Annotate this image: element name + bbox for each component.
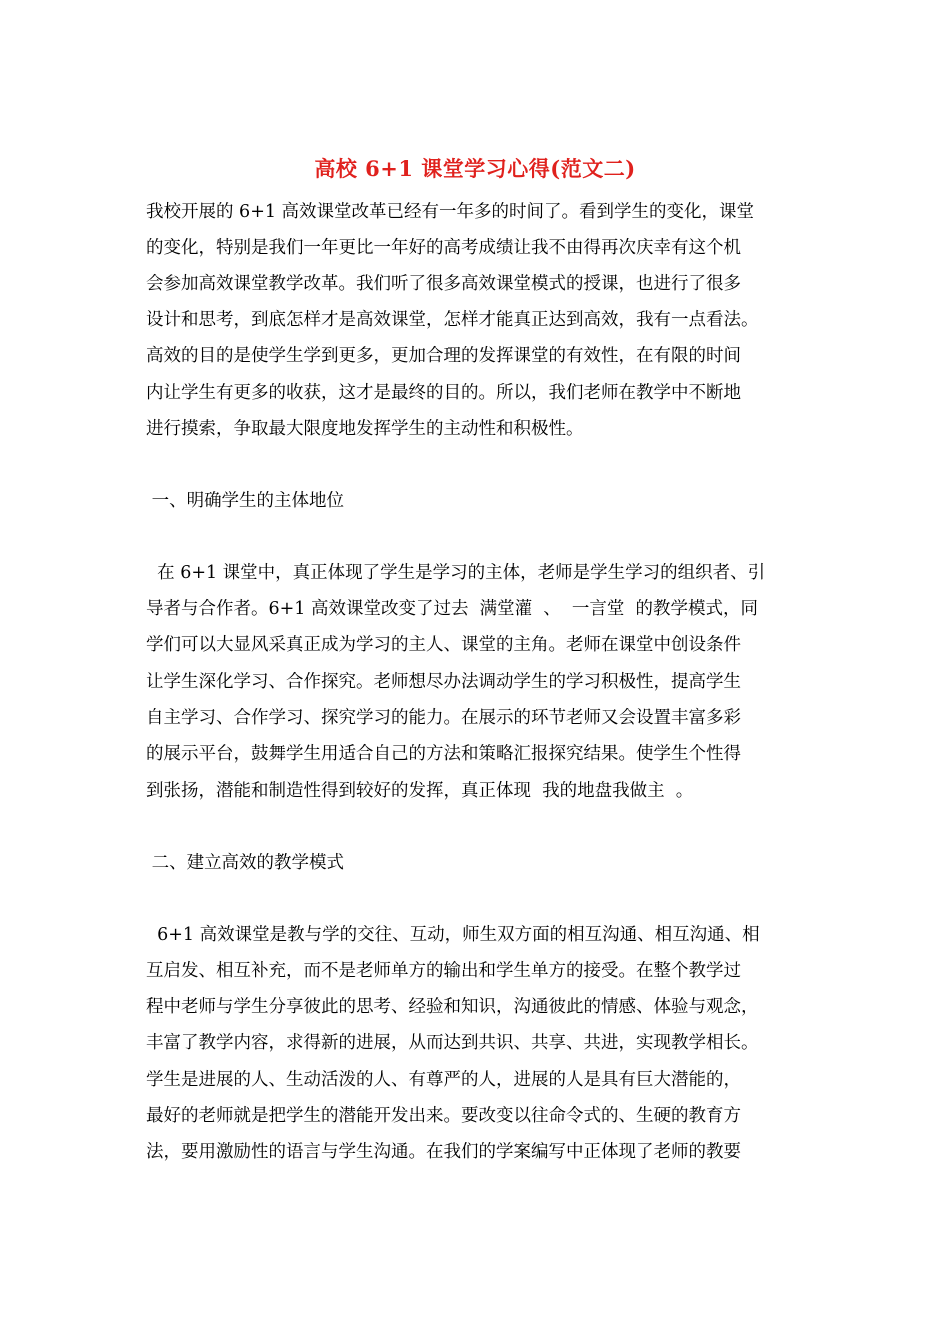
body-line: 会参加高效课堂教学改革。我们听了很多高效课堂模式的授课，也进行了很多 xyxy=(146,274,741,294)
body-line: 的变化，特别是我们一年更比一年好的高考成绩让我不由得再次庆幸有这个机 xyxy=(146,238,741,258)
body-line: 高效的目的是使学生学到更多，更加合理的发挥课堂的有效性，在有限的时间 xyxy=(146,346,741,366)
section-heading: 一、明确学生的主体地位 xyxy=(146,491,345,511)
body-line: 丰富了教学内容，求得新的进展，从而达到共识、共享、共进，实现教学相长。 xyxy=(146,1033,759,1053)
body-line: 互启发、相互补充，而不是老师单方的输出和学生单方的接受。在整个教学过 xyxy=(146,961,741,981)
body-line: 法，要用激励性的语言与学生沟通。在我们的学案编写中正体现了老师的教要 xyxy=(146,1142,741,1162)
body-line: 进行摸索，争取最大限度地发挥学生的主动性和积极性。 xyxy=(146,419,584,439)
body-line: 自主学习、合作学习、探究学习的能力。在展示的环节老师又会设置丰富多彩 xyxy=(146,708,741,728)
body-line: 我校开展的 6+1 高效课堂改革已经有一年多的时间了。看到学生的变化，课堂 xyxy=(146,202,755,222)
body-line: 程中老师与学生分享彼此的思考、经验和知识，沟通彼此的情感、体验与观念， xyxy=(146,997,759,1017)
body-line: 让学生深化学习、合作探究。老师想尽办法调动学生的学习积极性，提高学生 xyxy=(146,672,741,692)
body-line: 在 6+1 课堂中，真正体现了学生是学习的主体，老师是学生学习的组织者、引 xyxy=(146,563,766,583)
section-heading: 二、建立高效的教学模式 xyxy=(146,853,345,873)
document-title: 高校 6+1 课堂学习心得(范文二) xyxy=(314,156,636,181)
body-line: 最好的老师就是把学生的潜能开发出来。要改变以往命令式的、生硬的教育方 xyxy=(146,1106,741,1126)
body-line: 学们可以大显风采真正成为学习的主人、课堂的主角。老师在课堂中创设条件 xyxy=(146,635,741,655)
body-line: 6+1 高效课堂是教与学的交往、互动，师生双方面的相互沟通、相互沟通、相 xyxy=(146,925,760,945)
body-line: 的展示平台，鼓舞学生用适合自己的方法和策略汇报探究结果。使学生个性得 xyxy=(146,744,741,764)
body-line: 学生是进展的人、生动活泼的人、有尊严的人，进展的人是具有巨大潜能的， xyxy=(146,1070,741,1090)
body-line: 内让学生有更多的收获，这才是最终的目的。所以，我们老师在教学中不断地 xyxy=(146,383,741,403)
body-line: 导者与合作者。6+1 高效课堂改变了过去 满堂灌 、 一言堂 的教学模式，同 xyxy=(146,599,758,619)
body-line: 设计和思考，到底怎样才是高效课堂，怎样才能真正达到高效，我有一点看法。 xyxy=(146,310,759,330)
body-line: 到张扬，潜能和制造性得到较好的发挥，真正体现 我的地盘我做主 。 xyxy=(146,781,694,801)
